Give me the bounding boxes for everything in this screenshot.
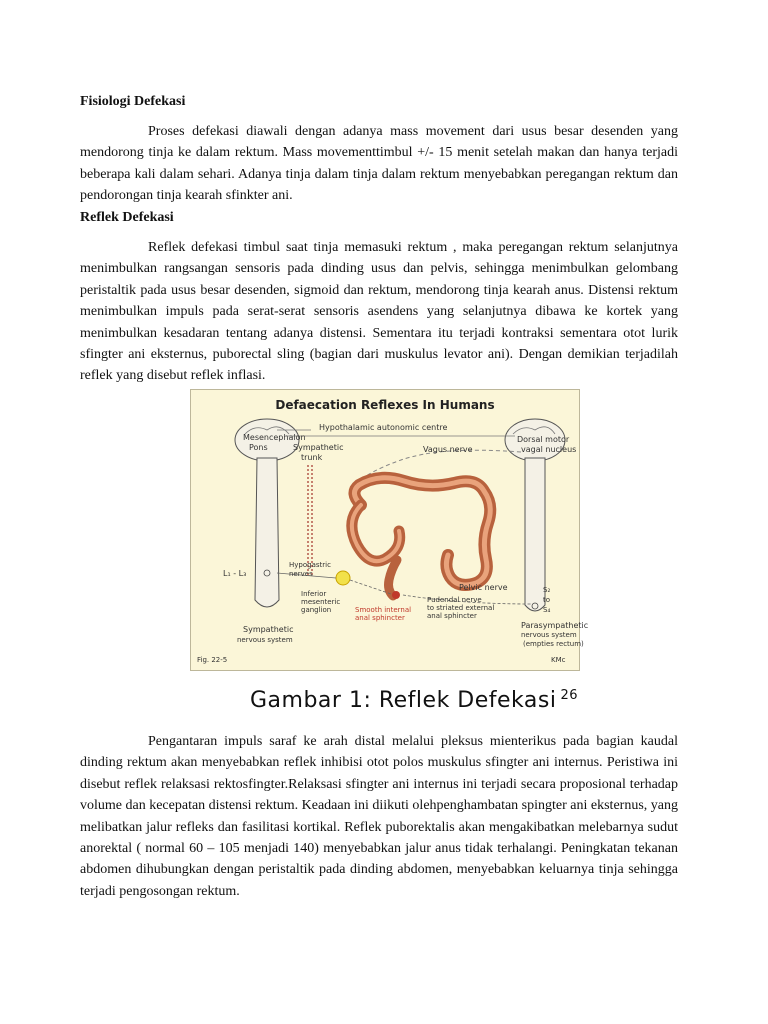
label-striated-external: to striated external (427, 604, 495, 612)
label-s4: S₄ (543, 606, 551, 614)
label-mesencephalon: Mesencephalon (243, 433, 306, 442)
label-pelvic-nerve: Pelvic nerve (459, 583, 508, 592)
paragraph-fisiologi: Proses defekasi diawali dengan adanya mass movement dari usus besar desenden yang mendorong tinja ke dalam rektum. Mass movementtimbul +/- 15 menit setelah makan dan hanya terjadi beberapa kali dalam sehari. Adanya tinja dalam tinja dalam rektum menyebabkan peregangan rektum dan pendorongan tinja kearah sfinkter ani. (80, 124, 678, 204)
label-nervous-system-left: nervous system (237, 636, 293, 644)
figure-diagram (191, 390, 589, 670)
label-mesenteric: mesenteric (301, 598, 341, 606)
label-anal-sphincter-smooth: anal sphincter (355, 614, 405, 622)
label-sympathetic-ns: Sympathetic (243, 625, 294, 634)
colon-illustration (352, 478, 490, 599)
label-vagal-nucleus: vagal nucleus (521, 445, 577, 454)
label-anal-sphincter-striated: anal sphincter (427, 612, 477, 620)
label-s2: S₂ (543, 586, 551, 594)
heading-fisiologi-defekasi: Fisiologi Defekasi (80, 94, 186, 109)
paragraph-reflek: Reflek defekasi timbul saat tinja memasuki rektum , maka peregangan rektum selanjutnya menimbulkan rangsangan sensoris pada dinding usus dan pelvis, sehingga menimbulkan gelombang peristaltik pada usus besar desenden, sigmoid dan rektum, mendorong tinja kearah anus. Distensi rektum menimbulkan impuls pada serat-serat sensoris asendens yang selanjutnya dibawa ke kortek yang menimbulkan kesadaran tentang adanya distensi. Sementara itu terjadi kontraksi sementara otot lurik sfingter ani eksternus, puborectal sling (bagian dari muskulus levator ani). Dengan demikian terjadilah reflek yang disebut reflek inflasi. (80, 240, 678, 384)
label-inferior: Inferior (301, 590, 327, 598)
heading-reflek-defekasi: Reflek Defekasi (80, 210, 174, 225)
label-pudendal-nerve: Pudendal nerve (427, 596, 482, 604)
label-trunk: trunk (301, 453, 323, 462)
label-to: to (543, 596, 551, 604)
label-fig-number: Fig. 22-5 (197, 656, 228, 664)
label-empties-rectum: (empties rectum) (523, 640, 584, 648)
label-nerves: nerves (289, 570, 313, 578)
label-nervous-system-right: nervous system (521, 631, 577, 639)
label-pons: Pons (249, 443, 268, 452)
figure-title: Defaecation Reflexes In Humans (275, 398, 495, 412)
inferior-mesenteric-ganglion (336, 571, 350, 585)
paragraph-pengantaran: Pengantaran impuls saraf ke arah distal melalui pleksus mienterikus pada bagian kaudal dinding rektum akan menyebabkan reflek inhibisi otot polos muskulus sfingter ani internus. Peristiwa ini disebut reflek relaksasi rektosfingter.Relaksasi sfingter ani internus ini terjadi secara proposional terhadap volume dan kecepatan distensi rektum. Keadaan ini diikuti olehpenghambatan spingter ani eksternus, yang melibatkan jalur refleks dan fasilitasi kortikal. Reflek puborektalis akan mengakibatkan melebarnya sudut anorektal ( normal 60 – 105 menjadi 140) menyebabkan jalur anus tidak terhalangi. Peningkatan tekanan abdomen dihubungkan dengan peristaltik pada dinding abdomen, menyebabkan keluarnya tinja sehingga terjadi pengosongan rektum. (80, 734, 678, 899)
label-hypothalamic: Hypothalamic autonomic centre (319, 423, 448, 432)
label-dorsal-motor: Dorsal motor (517, 435, 570, 444)
figure-caption-ref: 26 (560, 688, 579, 703)
label-sympathetic-trunk: Sympathetic (293, 443, 344, 452)
label-credit: KMc (551, 656, 566, 664)
label-hypogastric: Hypogastric (289, 561, 331, 569)
label-vagus-nerve: Vagus nerve (423, 445, 473, 454)
figure-caption (250, 688, 578, 713)
sympathetic-trunk-chain (308, 465, 312, 575)
figure-defaecation-reflexes (190, 389, 589, 671)
label-smooth-internal: Smooth internal (355, 606, 412, 614)
label-parasympathetic: Parasympathetic (521, 621, 589, 630)
label-ganglion: ganglion (301, 606, 332, 614)
figure-caption-text: Gambar 1: Reflek Defekasi (250, 688, 557, 713)
label-l1-l3: L₁ - L₃ (223, 569, 247, 578)
